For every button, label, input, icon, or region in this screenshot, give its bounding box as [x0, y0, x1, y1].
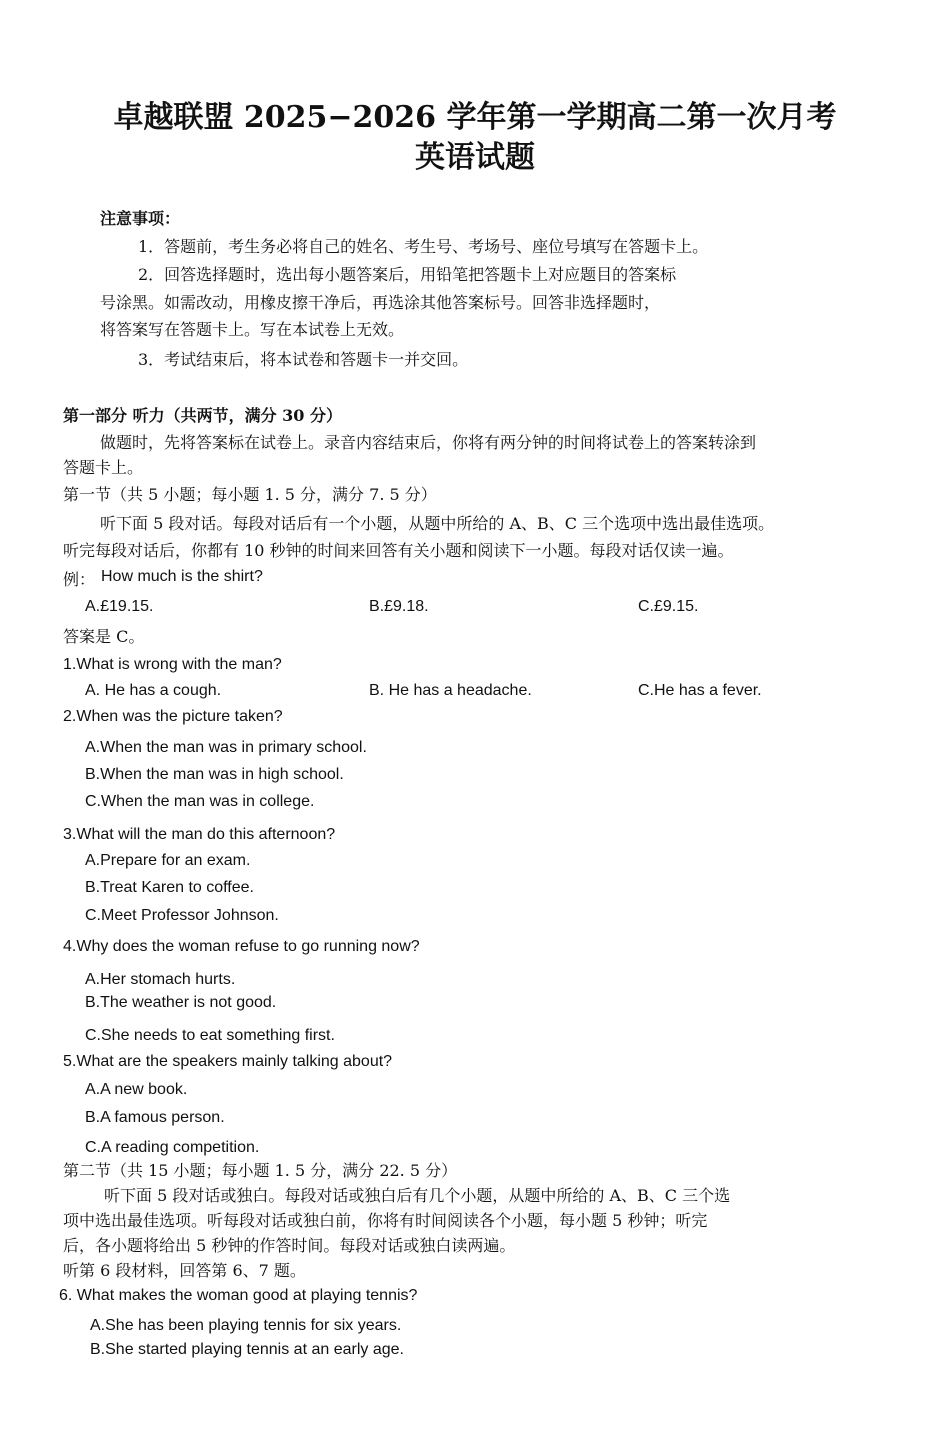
question-2-option-b: B.When the man was in high school. [85, 766, 344, 783]
part1-heading: 第一部分 听力（共两节，满分 30 分） [63, 406, 342, 425]
section2-intro-line-1: 听下面 5 段对话或独白。每段对话或独白后有几个小题，从题中所给的 A、B、C 三个选 [104, 1186, 731, 1205]
section2-intro-line-2: 项中选出最佳选项。听每段对话或独白前，你将有时间阅读各个小题，每小题 5 秒钟；听完 [63, 1211, 708, 1230]
section1-intro-line-2: 听完每段对话后，你都有 10 秒钟的时间来回答有关小题和阅读下一小题。每段对话仅读一遍。 [63, 541, 734, 560]
question-2-option-a: A.When the man was in primary school. [85, 739, 367, 756]
question-5: 5.What are the speakers mainly talking about? [63, 1053, 393, 1070]
question-1-option-b: B. He has a headache. [369, 682, 532, 699]
example-option-c: C.£9.15. [638, 598, 699, 615]
question-3-option-a: A.Prepare for an exam. [85, 852, 251, 869]
question-4-option-b: B.The weather is not good. [85, 994, 277, 1011]
question-5-option-a: A.A new book. [85, 1081, 188, 1098]
question-4-option-c: C.She needs to eat something first. [85, 1027, 335, 1044]
question-2-option-c: C.When the man was in college. [85, 793, 315, 810]
part1-intro-line-1: 做题时，先将答案标在试卷上。录音内容结束后，你将有两分钟的时间将试卷上的答案转涂到 [100, 433, 757, 452]
question-6-option-a: A.She has been playing tennis for six years. [90, 1317, 402, 1334]
question-4: 4.Why does the woman refuse to go running now? [63, 938, 420, 955]
question-5-option-b: B.A famous person. [85, 1109, 225, 1126]
notice-heading: 注意事项： [100, 209, 181, 228]
part1-intro-line-2: 答题卡上。 [63, 458, 144, 477]
question-5-option-c: C.A reading competition. [85, 1139, 260, 1156]
example-label: 例： [63, 570, 96, 589]
section1-intro-line-1: 听下面 5 段对话。每段对话后有一个小题，从题中所给的 A、B、C 三个选项中选出最佳选项。 [100, 514, 775, 533]
question-2: 2.When was the picture taken? [63, 708, 283, 725]
question-3-option-c: C.Meet Professor Johnson. [85, 907, 279, 924]
question-1: 1.What is wrong with the man? [63, 656, 282, 673]
question-1-option-c: C.He has a fever. [638, 682, 762, 699]
notice-item-2-line-1: 2．回答选择题时，选出每小题答案后，用铅笔把答题卡上对应题目的答案标 [138, 265, 677, 284]
example-question: How much is the shirt? [101, 568, 263, 585]
question-4-option-a: A.Her stomach hurts. [85, 971, 236, 988]
notice-item-2-line-2: 号涂黑。如需改动，用橡皮擦干净后，再选涂其他答案标号。回答非选择题时， [100, 293, 661, 312]
example-option-b: B.£9.18. [369, 598, 429, 615]
section1-heading: 第一节（共 5 小题；每小题 1. 5 分，满分 7. 5 分） [63, 485, 437, 504]
notice-item-2-line-3: 将答案写在答题卡上。写在本试卷上无效。 [100, 320, 405, 339]
question-6-option-b: B.She started playing tennis at an early age. [90, 1341, 404, 1358]
question-6: 6. What makes the woman good at playing tennis? [59, 1287, 418, 1304]
question-3: 3.What will the man do this afternoon? [63, 826, 336, 843]
exam-title: 卓越联盟 2025−2026 学年第一学期高二第一次月考 [113, 100, 837, 135]
example-option-a: A.£19.15. [85, 598, 154, 615]
exam-subtitle: 英语试题 [415, 140, 535, 175]
example-answer: 答案是 C。 [63, 627, 145, 646]
section2-heading: 第二节（共 15 小题；每小题 1. 5 分，满分 22. 5 分） [63, 1161, 458, 1180]
material-6-instruction: 听第 6 段材料，回答第 6、7 题。 [63, 1261, 306, 1280]
notice-item-1: 1．答题前，考生务必将自己的姓名、考生号、考场号、座位号填写在答题卡上。 [138, 237, 709, 256]
notice-item-3: 3．考试结束后，将本试卷和答题卡一并交回。 [138, 350, 469, 369]
question-3-option-b: B.Treat Karen to coffee. [85, 879, 254, 896]
section2-intro-line-3: 后，各小题将给出 5 秒钟的作答时间。每段对话或独白读两遍。 [63, 1236, 516, 1255]
question-1-option-a: A. He has a cough. [85, 682, 222, 699]
